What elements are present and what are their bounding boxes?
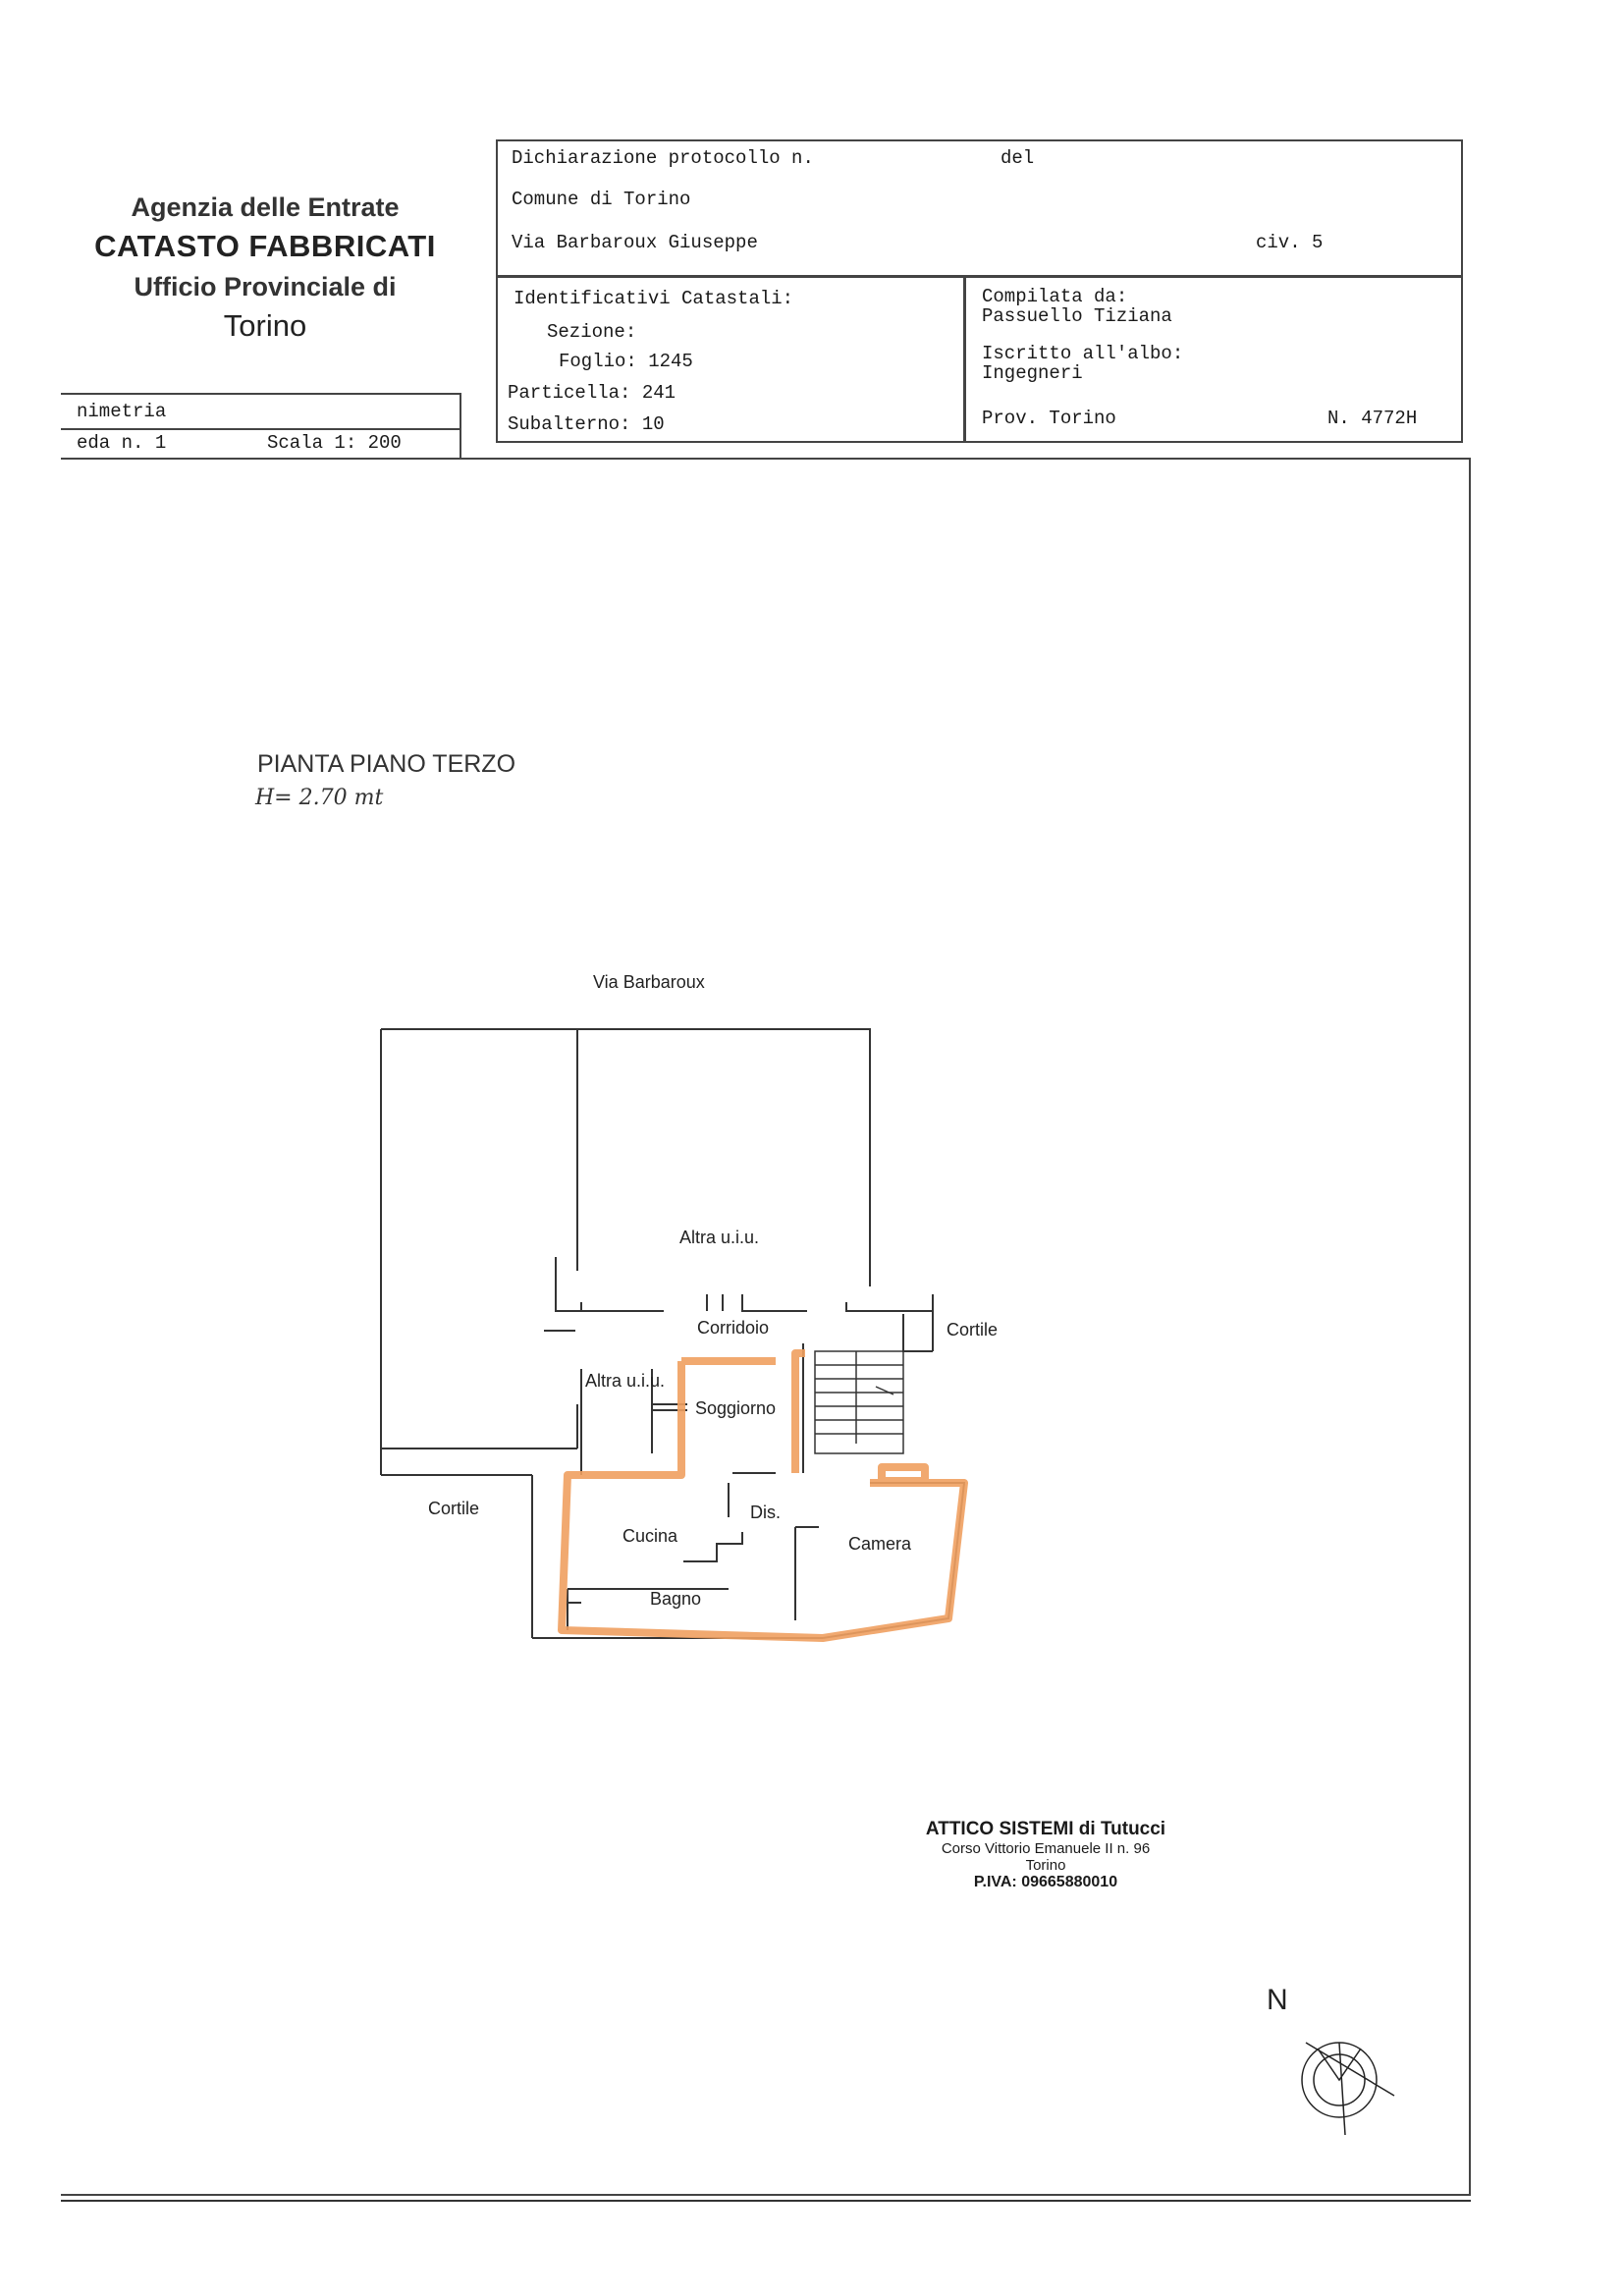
room-label-altra-top: Altra u.i.u. — [679, 1228, 760, 1247]
scale-label: Scala 1: 200 — [267, 432, 402, 454]
registration-number: N. 4772H — [1327, 408, 1418, 429]
stamp-vat: P.IVA: 09665880010 — [973, 1874, 1118, 1890]
room-label-bagno: Bagno — [650, 1589, 702, 1609]
via-text: Via Barbaroux Giuseppe — [512, 232, 758, 253]
staircase — [815, 1351, 903, 1453]
company-stamp — [884, 1819, 1208, 1891]
scheda-label: eda n. 1 — [77, 432, 167, 454]
stamp-company: ATTICO SISTEMI di Tutucci — [925, 1819, 1166, 1839]
room-label-dis: Dis. — [750, 1503, 781, 1522]
office-label: Ufficio Provinciale di — [134, 272, 397, 301]
sezione-text: Sezione: — [547, 321, 637, 343]
unit-walls — [532, 1257, 964, 1638]
comune-text: Comune di Torino — [512, 189, 691, 210]
compiler-name: Passuello Tiziana — [982, 305, 1172, 327]
plan-height: H= 2.70 mt — [255, 786, 384, 810]
protocol-label: Dichiarazione protocollo n. — [512, 147, 814, 169]
del-label: del — [1001, 147, 1035, 169]
room-label-cortile-left: Cortile — [428, 1499, 480, 1518]
albo-label: Iscritto all'albo: — [982, 343, 1184, 364]
room-label-camera: Camera — [848, 1534, 912, 1554]
planimetria-label: nimetria — [77, 401, 167, 422]
catasto-title: CATASTO FABBRICATI — [94, 229, 436, 263]
particella-text: Particella: 241 — [508, 382, 676, 404]
plan-title: PIANTA PIANO TERZO — [257, 750, 516, 778]
albo-value: Ingegneri — [982, 362, 1083, 384]
subalterno-text: Subalterno: 10 — [508, 413, 665, 435]
agency-name: Agenzia delle Entrate — [131, 192, 400, 222]
north-arrow-icon — [1302, 2043, 1394, 2135]
identifiers-title: Identificativi Catastali: — [514, 288, 794, 309]
stamp-address: Corso Vittorio Emanuele II n. 96 — [941, 1840, 1151, 1857]
compiler-title: Compilata da: — [982, 286, 1128, 307]
room-label-soggiorno: Soggiorno — [695, 1398, 777, 1418]
room-label-altra-left: Altra u.i.u. — [585, 1371, 666, 1391]
north-label: N — [1267, 1984, 1288, 2016]
office-city: Torino — [223, 308, 307, 343]
room-label-cucina: Cucina — [622, 1526, 678, 1546]
room-label-corridoio: Corridoio — [697, 1318, 770, 1338]
foglio-text: Foglio: 1245 — [559, 351, 693, 372]
street-label: Via Barbaroux — [593, 972, 705, 992]
stamp-city: Torino — [1025, 1857, 1066, 1874]
room-label-cortile-right: Cortile — [947, 1320, 999, 1339]
province-text: Prov. Torino — [982, 408, 1116, 429]
civico-text: civ. 5 — [1256, 232, 1324, 253]
